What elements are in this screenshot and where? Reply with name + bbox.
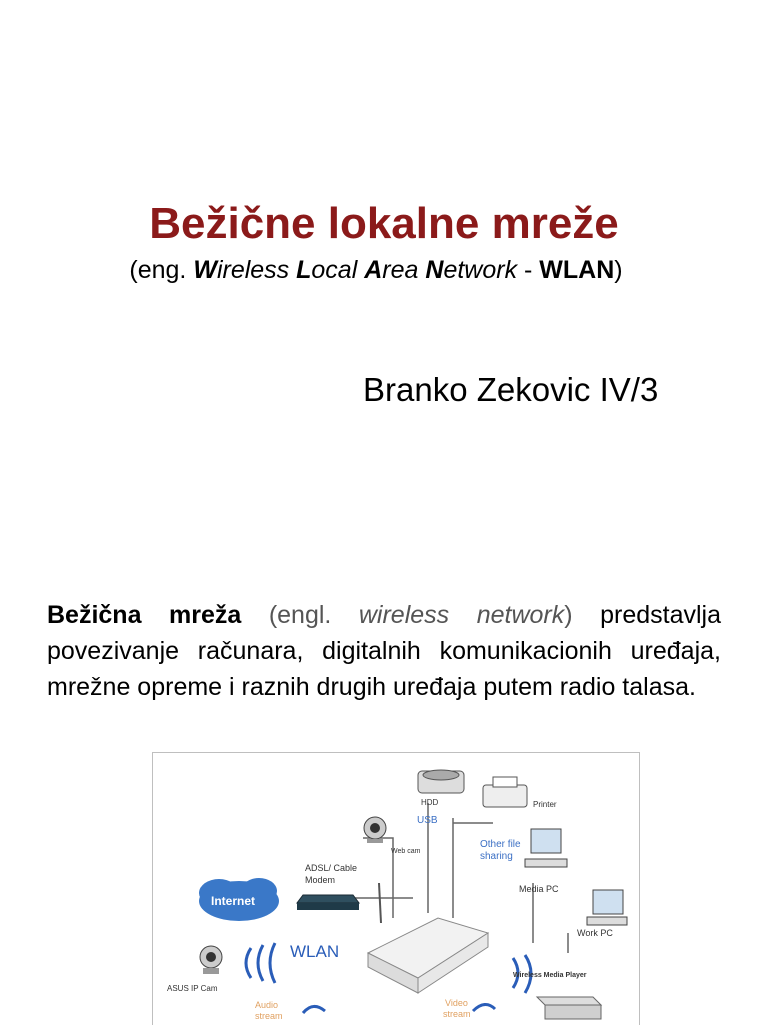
modem-icon bbox=[297, 895, 359, 910]
subtitle-acronym: WLAN bbox=[539, 256, 615, 284]
internet-label: Internet bbox=[211, 894, 256, 908]
media-player-icon bbox=[537, 997, 601, 1019]
subtitle-w4-initial: N bbox=[425, 256, 444, 284]
media-pc-label: Media PC bbox=[519, 884, 559, 894]
definition-body: predstavlja povezivanje računara, digitalnih komunikacionih uređaja, mrežne opreme i raznih drugih uređaja putem radio talasa. bbox=[47, 601, 721, 701]
subtitle-w3-rest: rea bbox=[382, 256, 426, 284]
hdd-icon bbox=[418, 770, 464, 793]
slide-subtitle bbox=[0, 254, 752, 286]
engl-close: ) bbox=[564, 601, 573, 629]
wlan-diagram-svg bbox=[153, 753, 639, 1025]
wlan-diagram bbox=[152, 752, 640, 1025]
video-stream-label: stream bbox=[443, 1009, 471, 1019]
subtitle-w1-initial: W bbox=[193, 256, 217, 284]
usb-label: USB bbox=[417, 815, 438, 826]
hdd-label: HDD bbox=[421, 798, 439, 807]
media-pc-icon bbox=[525, 829, 567, 867]
webcam-label: Web cam bbox=[391, 848, 421, 855]
ip-cam-label: ASUS IP Cam bbox=[167, 984, 218, 993]
adsl-label: ADSL/ Cable bbox=[305, 863, 358, 873]
audio-stream-label: stream bbox=[255, 1011, 283, 1021]
line-webcam bbox=[363, 838, 393, 918]
subtitle-prefix: (eng. bbox=[129, 256, 194, 284]
printer-label: Printer bbox=[533, 800, 557, 809]
printer-icon bbox=[483, 777, 527, 807]
subtitle-w1-rest: ireless bbox=[216, 256, 297, 284]
definition-term: Bežična mreža bbox=[47, 601, 242, 629]
engl-term: wireless network bbox=[358, 601, 565, 629]
work-pc-label: Work PC bbox=[577, 928, 613, 938]
subtitle-dash: - bbox=[517, 256, 540, 284]
sharing-label: sharing bbox=[480, 851, 513, 862]
slide-title: Bežične lokalne mreže bbox=[149, 199, 619, 248]
media-player-label: Wireless Media Player bbox=[513, 972, 587, 979]
webcam-icon bbox=[364, 817, 386, 843]
subtitle-w4-rest: etwork bbox=[443, 256, 518, 284]
modem-label: Modem bbox=[305, 875, 336, 885]
author-name: Branko Zekovic IV/3 bbox=[363, 371, 659, 408]
video-label: Video bbox=[445, 998, 468, 1008]
engl-open: (engl. bbox=[268, 601, 359, 629]
subtitle-w2-initial: L bbox=[296, 256, 312, 284]
subtitle-w3-initial: A bbox=[364, 256, 383, 284]
ip-cam-icon bbox=[200, 946, 222, 974]
definition-paragraph bbox=[47, 597, 721, 705]
subtitle-w2-rest: ocal bbox=[311, 256, 365, 284]
audio-label: Audio bbox=[255, 1000, 279, 1010]
other-file-label: Other file bbox=[480, 839, 521, 850]
wlan-label: WLAN bbox=[290, 942, 340, 961]
subtitle-suffix: ) bbox=[614, 256, 623, 284]
work-pc-icon bbox=[587, 890, 627, 925]
